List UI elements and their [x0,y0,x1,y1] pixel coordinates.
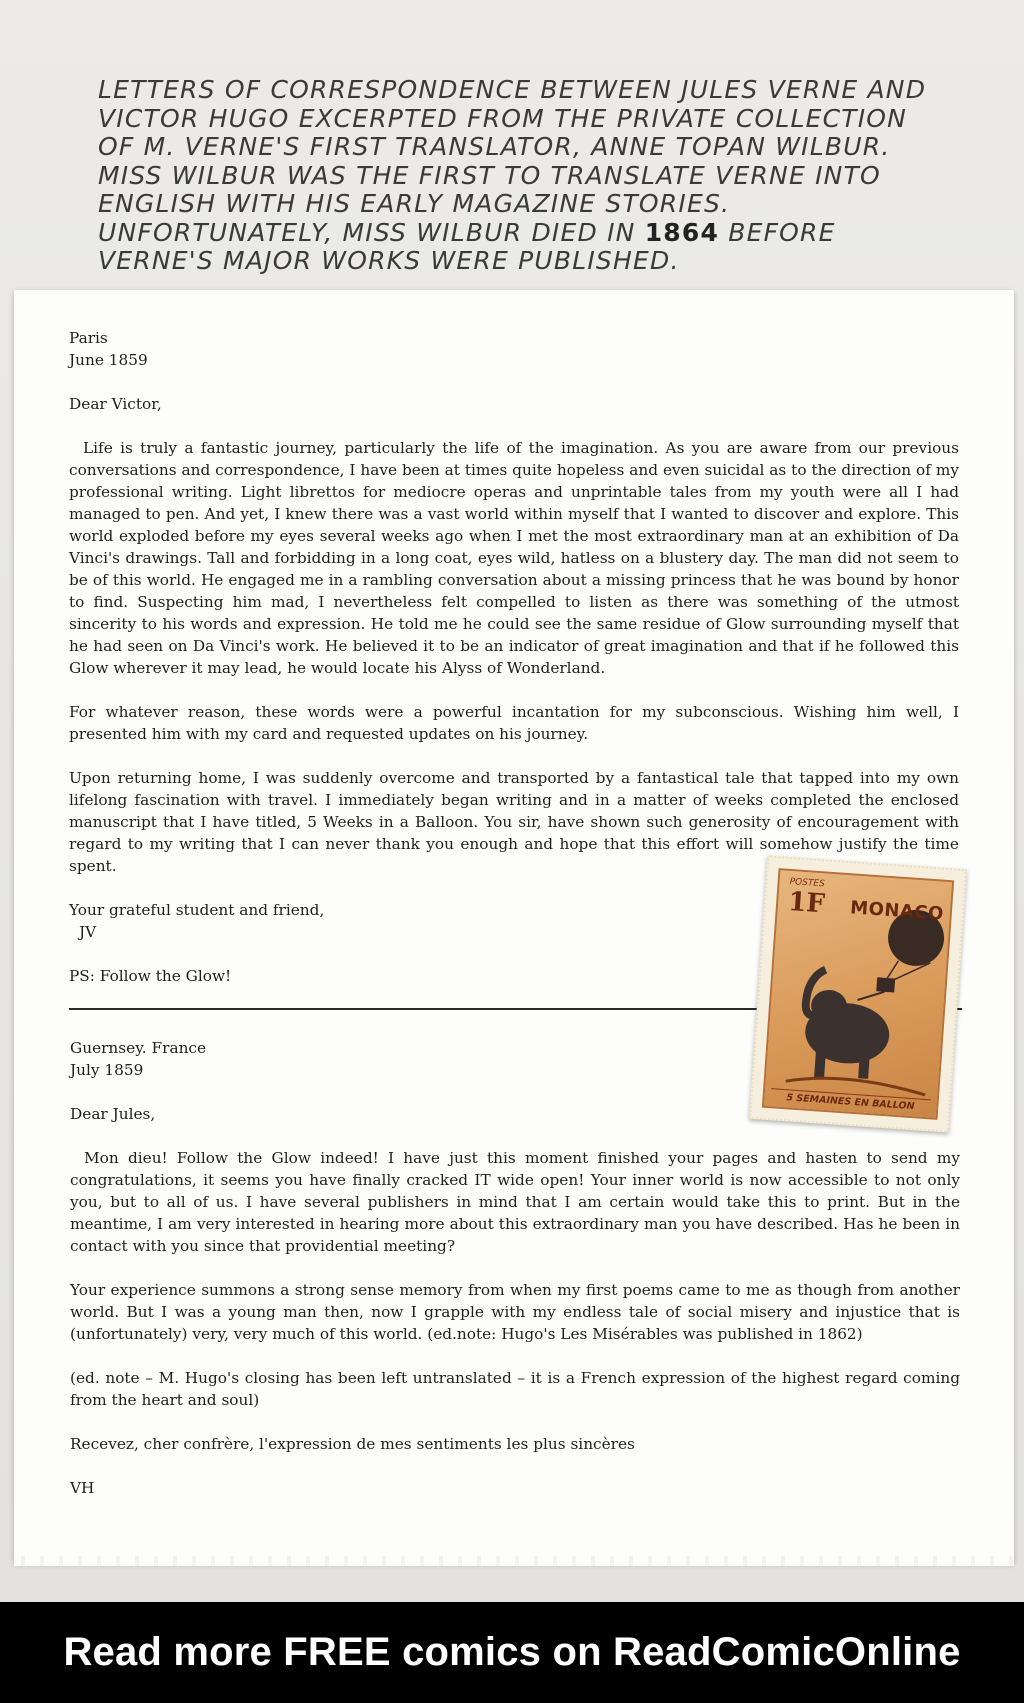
stamp-value: 1F [787,886,826,920]
footer-banner[interactable] [0,1602,1024,1703]
letter2-salutation: Dear Jules, [70,1105,156,1123]
letter2-closing: Recevez, cher confrère, l'expression de mes sentiments les plus sincères [70,1435,635,1453]
anchor-rope [858,990,885,1002]
letter2-date: July 1859 [70,1061,144,1079]
stamp-face [762,868,954,1120]
postage-stamp [749,855,967,1132]
letter1-paragraph: Life is truly a fantastic journey, particularly the life of the imagination. As you are aware from our previous conversations and correspondence, I have been at times quite hopeless and even suicidal as to the direction of my professional writing. Light librettos for mediocre operas and unprintable tales from my youth were all I had managed to pen. And yet, I knew there was a vast world within myself that I wanted to discover and explore. This world exploded before my eyes several weeks ago when I met the most extraordinary man at an exhibition of Da Vinci's drawings. Tall and forbidding in a long coat, eyes wild, hatless on a blustery day. The man did not seem to be of this world. He engaged me in a rambling conversation about a missing princess that he was bound by honor to find. Suspecting him mad, I nevertheless felt compelled to listen as there was something of the utmost sincerity to his words and expression. He told me he could see the same residue of Glow surrounding myself that he had seen on Da Vinci's work. He believed it to be an indicator of great imagination and that if he followed this Glow wherever it may lead, he would locate his Alyss of Wonderland. [69,439,959,677]
letter1-paragraph: For whatever reason, these words were a powerful incantation for my subconscious. Wishing him well, I presented him with my card and requested updates on his journey. [69,703,959,743]
letter2-place: Guernsey. France [70,1039,207,1057]
letter1-date: June 1859 [69,351,148,369]
letter1-signature: JV [79,923,97,941]
letter1-paragraph: Upon returning home, I was suddenly overcome and transported by a fantastical tale that tapped into my own lifelong fascination with travel. I immediately began writing and in a matter of weeks completed the enclosed manuscript that I have titled, 5 Weeks in a Balloon. You sir, have shown such generosity of encouragement with regard to my writing that I can never thank you enough and hope that this effort will somehow justify the time spent. [69,769,959,875]
elephant-leg [858,1052,870,1079]
letter2-paragraph: Mon dieu! Follow the Glow indeed! I have just this moment finished your pages and hasten to send my congratulations, it seems you have finally cracked IT wide open! Your inner world is now accessible to not only you, but to all of us. I have several publishers in mind that I am certain would take this to print. But in the meantime, I am very interested in hearing more about this extraordinary man you have described. Has he been in contact with you since that providential meeting? [70,1149,960,1255]
intro-caption [98,76,928,276]
elephant-leg [814,1049,826,1078]
letter2-signature: VH [70,1479,95,1497]
letter1-salutation: Dear Victor, [69,395,162,413]
intro-text-part2: BEFORE VERNE'S MAJOR WORKS WERE PUBLISHED. [98,217,836,275]
footer-link-text[interactable]: Read more FREE comics on ReadComicOnline [63,1630,961,1674]
intro-year: 1864 [644,217,720,247]
letter2-paragraph: Your experience summons a strong sense memory from when my first poems came to me as though from another world. But I was a young man then, now I grapple with my endless tale of social misery and injustice that is (unfortunately) very, very much of this world. (ed.note: Hugo's Les Misérables was published in 1862) [70,1281,960,1343]
letter1-closing: Your grateful student and friend, [69,901,325,919]
balloon-basket [876,977,895,992]
letter1-place: Paris [69,329,108,347]
letter2-paragraph: (ed. note – M. Hugo's closing has been left untranslated – it is a French expression of the highest regard coming from the heart and soul) [70,1369,960,1409]
stamp-country: MONACO [849,897,945,925]
stamp-caption: 5 SEMAINES EN BALLON [770,1088,931,1113]
stamp-postes-label: POSTES [789,876,826,890]
letter1-postscript: PS: Follow the Glow! [69,967,232,985]
intro-text-part1: LETTERS OF CORRESPONDENCE BETWEEN JULES VERNE AND VICTOR HUGO EXCERPTED FROM THE PRIVATE COLLECTION OF M. VERNE'S FIRST TRANSLATOR, ANNE TOPAN WILBUR. MISS WILBUR WAS THE FIRST TO TRANSLATE VERNE INTO ENGLISH WITH HIS EARLY MAGAZINE STORIES. UNFORTUNATELY, MISS WILBUR DIED IN [98,75,927,247]
paper-torn-edge [14,1556,1014,1566]
